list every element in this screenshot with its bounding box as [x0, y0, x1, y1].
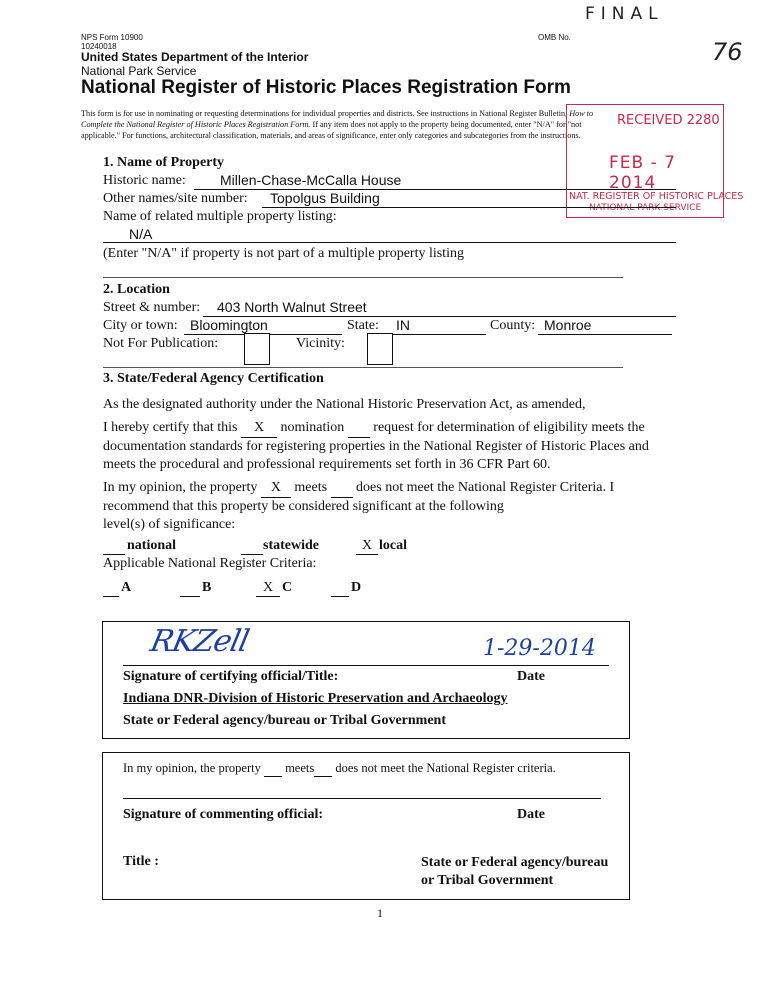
criterion-a-label: A — [121, 580, 132, 595]
does-not-meet-mark[interactable] — [331, 479, 353, 498]
final-annotation: FINAL — [585, 4, 664, 24]
service-name: National Park Service — [81, 64, 197, 78]
county-field[interactable] — [538, 317, 672, 335]
other-names-label: Other names/site number: — [103, 191, 248, 206]
certifying-date-label: Date — [517, 669, 545, 684]
national-label: national — [127, 538, 177, 553]
county-label: County: — [490, 318, 536, 333]
city-label: City or town: — [103, 318, 178, 333]
vicinity-checkbox[interactable] — [367, 333, 393, 365]
criterion-c-mark[interactable]: X — [256, 580, 280, 597]
form-title: National Register of Historic Places Registration Form — [81, 77, 571, 98]
commenting-title-label: Title : — [123, 854, 159, 869]
commenting-date-label: Date — [517, 807, 545, 822]
criterion-a-mark[interactable] — [103, 580, 119, 597]
nomination-mark[interactable]: X — [241, 419, 277, 438]
commenting-opinion: In my opinion, the property meets does not meet the National Register criteria. — [123, 761, 556, 775]
stamp-received-text: RECEIVED 2280 — [617, 113, 720, 128]
national-mark[interactable] — [103, 538, 125, 555]
state-field[interactable] — [384, 317, 486, 335]
commenting-signature-label: Signature of commenting official: — [123, 807, 323, 822]
criterion-d-mark[interactable] — [331, 580, 349, 597]
section-divider-2 — [103, 367, 623, 368]
local-label: local — [379, 538, 407, 553]
related-listing-label: Name of related multiple property listing: — [103, 209, 337, 224]
related-listing-value: N/A — [129, 226, 153, 242]
form-instructions: This form is for use in nominating or requesting determinations for individual properties and districts. See instructions in National Register Bulletin, How to Complete the National Register of Historic Places Registration Form. If any item does not apply to the property being documented, enter "N/A" for "not applicable." For functions, architectural classification, materials, and areas of significance, enter only categories and subcategories from the instructions. — [81, 109, 594, 140]
criterion-b-label: B — [202, 580, 212, 595]
stamp-register-text: NAT. REGISTER OF HISTORIC PLACES — [569, 191, 744, 202]
state-value: IN — [396, 317, 410, 333]
commenting-agency-label: State or Federal agency/bureau or Tribal Government — [421, 855, 609, 888]
historic-name-value: Millen-Chase-McCalla House — [220, 172, 402, 188]
historic-name-field[interactable] — [194, 172, 676, 190]
signature-line — [123, 665, 609, 666]
certifying-signature-label: Signature of certifying official/Title: — [123, 669, 339, 684]
certification-paragraph: I hereby certify that this X nomination request for determination of eligibility meets the documentation standards for registering properties in the National Register of Historic Places and meets the procedural and professional requirements set forth in 36 CFR Part 60. — [103, 420, 649, 472]
commenting-box — [102, 752, 630, 900]
certifying-agency-label: State or Federal agency/bureau or Tribal Government — [123, 713, 447, 728]
related-listing-field[interactable] — [103, 226, 676, 243]
certifying-signature[interactable]: RKZell — [147, 624, 252, 659]
page-number: 1 — [377, 906, 383, 920]
certifying-date-value[interactable]: 1-29-2014 — [483, 636, 596, 661]
form-number: NPS Form 10900 — [81, 33, 143, 42]
historic-name-label: Historic name: — [103, 173, 186, 188]
criterion-c-label: C — [282, 580, 293, 595]
commenting-meets-mark[interactable] — [264, 761, 282, 777]
meets-mark[interactable]: X — [261, 479, 291, 498]
related-listing-note: (Enter "N/A" if property is not part of a multiple property listing — [103, 246, 464, 261]
certifying-agency[interactable]: Indiana DNR-Division of Historic Preservation and Archaeology — [123, 691, 508, 706]
state-label: State: — [347, 318, 379, 333]
omb-reference: 10240018 — [81, 42, 117, 51]
stamp-service-text: NATIONAL PARK SERVICE — [589, 203, 702, 213]
criterion-d-label: D — [351, 580, 362, 595]
statewide-label: statewide — [263, 538, 319, 553]
certification-box — [102, 621, 630, 739]
local-mark[interactable]: X — [356, 538, 378, 555]
criteria-label: Applicable National Register Criteria: — [103, 556, 317, 571]
vicinity-label: Vicinity: — [296, 336, 345, 351]
county-value: Monroe — [544, 317, 592, 333]
authority-statement: As the designated authority under the National Historic Preservation Act, as amended, — [103, 397, 586, 412]
commenting-does-not-meet-mark[interactable] — [314, 761, 332, 777]
not-for-publication-checkbox[interactable] — [244, 333, 270, 365]
street-field[interactable] — [203, 299, 676, 317]
other-names-field[interactable] — [262, 190, 676, 208]
omb-label: OMB No. — [538, 33, 571, 42]
request-mark[interactable] — [348, 419, 370, 438]
not-for-publication-label: Not For Publication: — [103, 336, 219, 351]
street-label: Street & number: — [103, 300, 201, 315]
section-divider-1 — [103, 277, 623, 278]
street-value: 403 North Walnut Street — [217, 299, 367, 315]
section-3-heading: 3. State/Federal Agency Certification — [103, 371, 324, 386]
city-value: Bloomington — [190, 317, 268, 333]
criterion-b-mark[interactable] — [180, 580, 200, 597]
department-name: United States Department of the Interior — [81, 50, 309, 64]
statewide-mark[interactable] — [241, 538, 263, 555]
other-names-value: Topolgus Building — [270, 190, 380, 206]
page-number-annotation: 76 — [712, 38, 743, 66]
section-1-heading: 1. Name of Property — [103, 155, 225, 170]
opinion-paragraph: In my opinion, the property X meets does not meet the National Register Criteria. I recommend that this property be considered significant at the following level(s) of significance: — [103, 480, 615, 532]
stamp-date-text: FEB - 7 2014 — [609, 153, 676, 193]
commenting-signature-line — [123, 798, 601, 799]
section-2-heading: 2. Location — [103, 282, 170, 297]
